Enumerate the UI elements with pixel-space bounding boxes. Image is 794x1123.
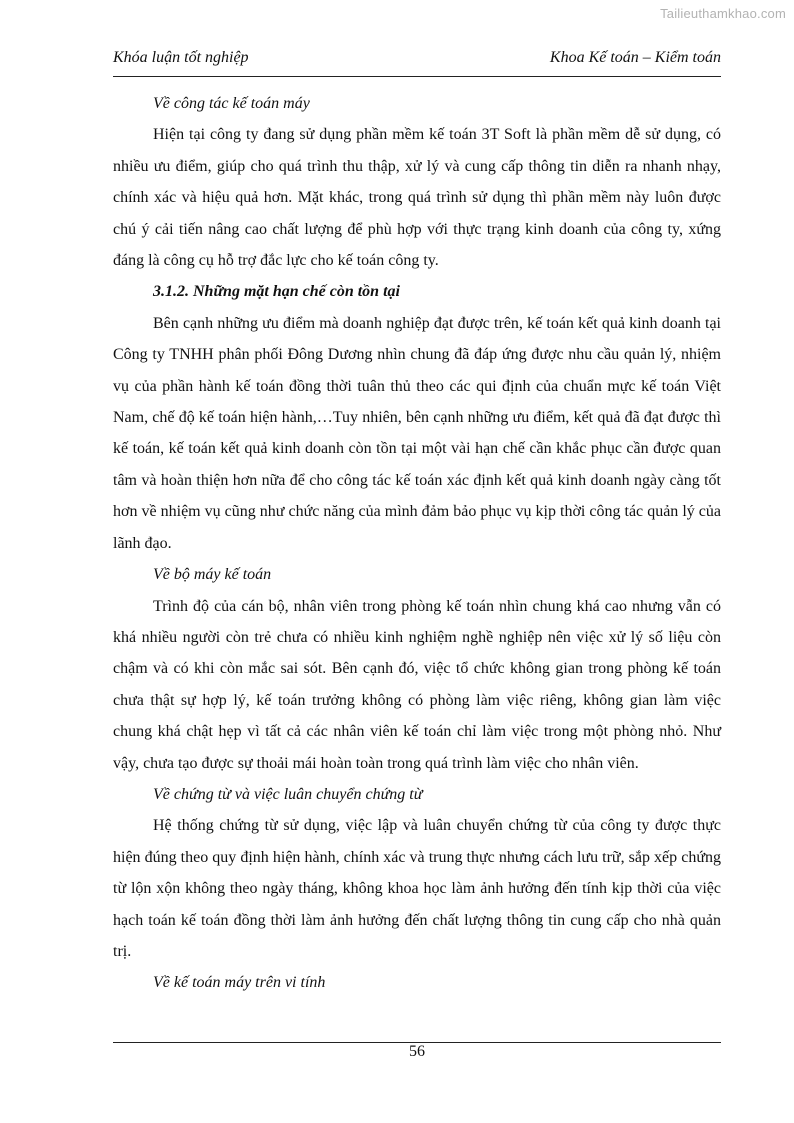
page-number: 56 — [409, 1043, 425, 1060]
header-left-title: Khóa luận tốt nghiệp — [113, 49, 249, 66]
watermark-text: Tailieuthamkhao.com — [660, 6, 786, 21]
subheading-ke-toan-may: Về công tác kế toán máy — [153, 95, 310, 112]
header-divider — [113, 76, 721, 77]
page-header — [113, 49, 721, 73]
paragraph: Bên cạnh những ưu điểm mà doanh nghiệp đạt được trên, kế toán kết quả kinh doanh tại Công ty TNHH phân phối Đông Dương nhìn chung đã đáp ứng được nhu cầu quản lý, nhiệm vụ của phần hành kế toán đồng thời tuân thủ theo các qui định của chuẩn mực kế toán Việt Nam, chế độ kế toán hiện hành,…Tuy nhiên, bên cạnh những ưu điểm, kết quả đã đạt được thì kế toán, kế toán kết quả kinh doanh còn tồn tại một vài hạn chế cần khắc phục cần được quan tâm và hoàn thiện hơn nữa để cho công tác kế toán xác định kết quả kinh doanh ngày càng tốt hơn về nhiệm vụ cũng như chức năng của mình đảm bảo phục vụ kịp thời công tác quản lý của lãnh đạo. — [113, 314, 721, 552]
subheading-chung-tu: Về chứng từ và việc luân chuyển chứng từ — [153, 785, 423, 803]
section-heading-3-1-2: 3.1.2. Những mặt hạn chế còn tồn tại — [153, 283, 400, 301]
paragraph: Hiện tại công ty đang sử dụng phần mềm kế toán 3T Soft là phần mềm dễ sử dụng, có nhiều ưu điểm, giúp cho quá trình thu thập, xử lý và cung cấp thông tin diễn ra nhanh nhạy, chính xác và hiệu quả hơn. Mặt khác, trong quá trình sử dụng thì phần mềm này luôn được chú ý cải tiến nâng cao chất lượng để phù hợp với thực trạng kinh doanh của công ty, xứng đáng là công cụ hỗ trợ đắc lực cho kế toán công ty. — [113, 126, 721, 270]
header-right-title: Khoa Kế toán – Kiểm toán — [549, 49, 721, 66]
subheading-ke-toan-may-vi-tinh: Về kế toán máy trên vi tính — [153, 974, 326, 992]
subheading-bo-may-ke-toan: Về bộ máy kế toán — [153, 566, 272, 584]
paragraph: Hệ thống chứng từ sử dụng, việc lập và luân chuyển chứng từ của công ty được thực hiện đúng theo quy định hiện hành, chính xác và trung thực nhưng cách lưu trữ, sắp xếp chứng từ lộn xộn không theo ngày tháng, không khoa học làm ảnh hưởng đến tính kịp thời của việc hạch toán kế toán đồng thời làm ảnh hưởng đến chất lượng thông tin cung cấp cho nhà quản trị. — [113, 817, 721, 960]
paragraph: Trình độ của cán bộ, nhân viên trong phòng kế toán nhìn chung khá cao nhưng vẫn có khá nhiều người còn trẻ chưa có nhiều kinh nghiệm nghề nghiệp nên việc xử lý số liệu còn chậm và có khi còn mắc sai sót. Bên cạnh đó, việc tổ chức không gian trong phòng kế toán chưa thật sự hợp lý, kế toán trưởng không có phòng làm việc riêng, không gian làm việc chung khá chật hẹp vì tất cả các nhân viên kế toán chỉ làm việc trong một phòng nhỏ. Như vậy, chưa tạo được sự thoải mái hoàn toàn trong quá trình làm việc cho nhân viên. — [113, 597, 721, 772]
document-body — [113, 88, 721, 999]
